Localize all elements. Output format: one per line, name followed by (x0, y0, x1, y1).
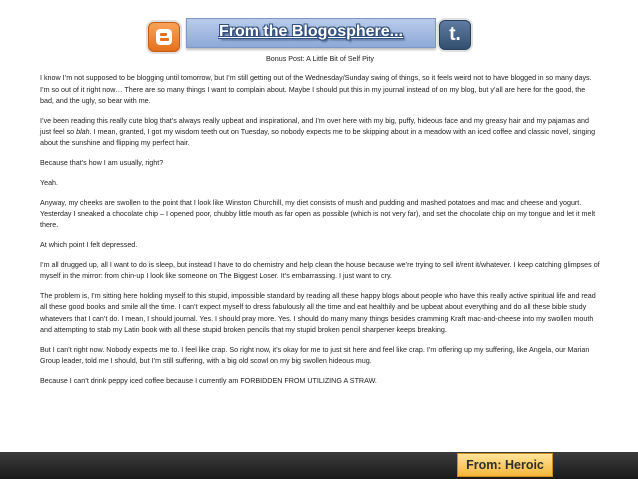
post-paragraph: But I can’t right now. Nobody expects me to. I feel like crap. So right now, it’s okay for me to just sit here and feel like crap. I’m offering up my suffering, like Angela, our Marian Group leader, told me I should, but I’m still suffering, with a big old scowl on my big swollen hideous mug. (40, 345, 590, 365)
post-body (40, 54, 600, 396)
post-title: Bonus Post: A Little Bit of Self Pity (266, 55, 374, 63)
post-paragraph: I’m all drugged up, all I want to do is sleep, but instead I have to do chemistry and help clean the house because we’re trying to sell it/rent it/whatever. I keep catching glimpses of myself in the mirror: from chin-up I look like someone on The Biggest Loser. It’s embarrassing. I just want to cry. (40, 260, 600, 281)
blogger-logo-glyph (156, 29, 172, 45)
post-paragraph: At which point I felt depressed. (40, 241, 138, 250)
blogger-icon[interactable] (148, 22, 180, 52)
post-paragraph: I know I’m not supposed to be blogging until tomorrow, but I’m still getting out of the Wednesday/Sunday swing of things, so it feels weird not to have blogged in so many days. I’m so out of it right now… There are so many things I want to complain about. Maybe I should put this in my journal instead of on my blog, but y’all are here for the good, the bad, and the ugly, so bear with me. (40, 74, 592, 105)
post-paragraph: Yeah. (40, 178, 59, 187)
post-paragraph: The problem is, I’m sitting here holding myself to this stupid, impossible standard by reading all these happy blogs about people who have this really active spiritual life and read all these good books and smile all the time. I can’t expect myself to dress fabulously all the time and eat healthily and be upbeat about everything and do all these bible study whatevers that I can’t do. I mean, I should journal. Yes. I should pray more. Yes. I should do many many things besides cramming Kraft mac-and-cheese into my swollen mouth and attempting to stab my Latin book with all these stupid broken pencils that my stupid broken pencil sharpener keeps breaking. (40, 291, 596, 334)
post-paragraph: Because I can’t drink peppy iced coffee because I currently am FORBIDDEN FROM UTILIZING A STRAW. (40, 376, 377, 385)
source-button[interactable]: From: Heroic (457, 453, 553, 477)
post-paragraph: I’ve been reading this really cute blog that’s always really upbeat and inspirational, and I’m over here with my big, puffy, hideous face and my greasy hair and my pajamas and just feel so blah. I mean, granted, I got my wisdom teeth out on Tuesday, so nobody expects me to be skipping about in a meadow with an iced coffee and classic novel, singing about the sunshine and flipping my perfect hair. (40, 116, 596, 148)
title-banner (186, 18, 436, 48)
tumblr-icon[interactable]: t. (439, 20, 471, 50)
page-title[interactable]: From the Blogosphere... (218, 23, 403, 40)
post-paragraph: Anyway, my cheeks are swollen to the point that I look like Winston Churchill, my diet consists of mush and pudding and mashed potatoes and mac and cheese and yogurt. Yesterday I sneaked a chocolate chip – I opened poor, chubby little mouth as far open as possible (which is not very far), and set the chocolate chip on my tongue and let it melt there. (40, 198, 596, 230)
post-paragraph: Because that’s how I am usually, right? (40, 159, 164, 168)
